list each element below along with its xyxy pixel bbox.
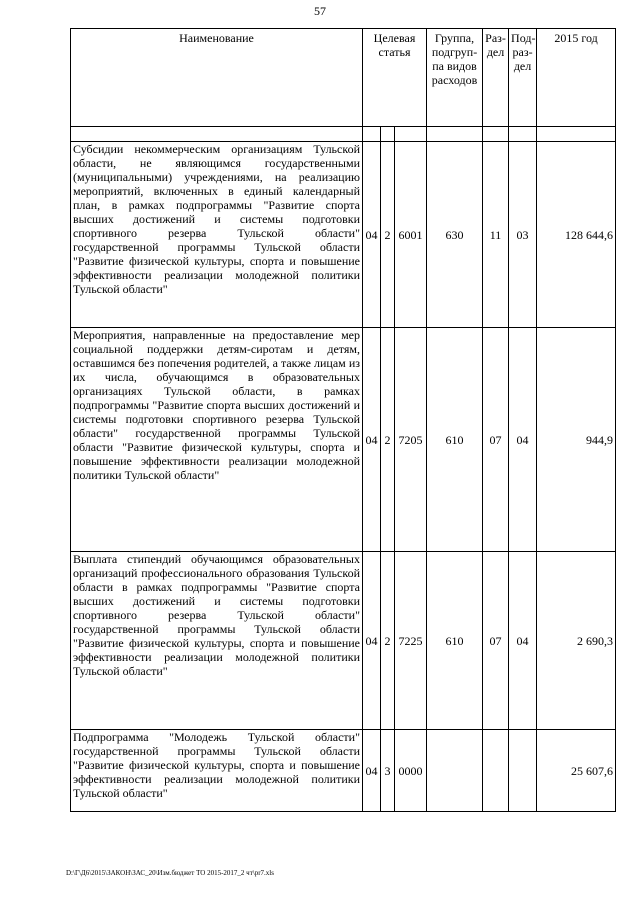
row-name: Мероприятия, направленные на предоставление мер социальной поддержки детям-сиротам и детям, оставшимся без попечения родителей, а также лицам из их числа, обучающимся в образовательных организациях Тульской области, в рамках подпрограммы "Развитие спорта высших достижений и системы подготовки спортивного резерва Тульской области" государственной программы Тульской области "Развитие физической культуры, спорта и повышение эффективности реализации молодежной политики Тульской области"	[71, 328, 363, 552]
row-section: 11	[483, 142, 509, 328]
row-subsection	[509, 730, 537, 812]
header-section: Раз-дел	[483, 29, 509, 127]
row-amount: 128 644,6	[537, 142, 616, 328]
row-subsection: 04	[509, 328, 537, 552]
spacer-row	[71, 127, 616, 142]
row-code-2: 2	[381, 328, 395, 552]
row-amount: 2 690,3	[537, 552, 616, 730]
footer-file-path: D:\Г\Д6\2015\ЗАКОН\ЗАС_20\Изм.бюджет ТО 2015-2017_2 чт\pr7.xls	[66, 869, 274, 877]
row-code-1: 04	[363, 552, 381, 730]
row-subsection: 03	[509, 142, 537, 328]
row-subsection: 04	[509, 552, 537, 730]
row-amount: 25 607,6	[537, 730, 616, 812]
row-name: Субсидии некоммерческим организациям Тульской области, не являющимся государственными (муниципальными) учреждениями, на реализацию мероприятий, включенных в единый календарный план, в рамках подпрограммы "Развитие спорта высших достижений и системы подготовки спортивного резерва Тульской области" государственной программы Тульской области "Развитие физической культуры, спорта и повышение эффективности реализации молодежной политики Тульской области"	[71, 142, 363, 328]
row-section	[483, 730, 509, 812]
row-code-1: 04	[363, 142, 381, 328]
row-amount: 944,9	[537, 328, 616, 552]
row-code-2: 3	[381, 730, 395, 812]
row-code-2: 2	[381, 142, 395, 328]
row-code-2: 2	[381, 552, 395, 730]
row-group: 630	[427, 142, 483, 328]
header-group: Группа, подгруп-па видов расходов	[427, 29, 483, 127]
row-code-3: 7225	[395, 552, 427, 730]
header-name: Наименование	[71, 29, 363, 127]
header-subsection: Под-раз-дел	[509, 29, 537, 127]
row-section: 07	[483, 328, 509, 552]
table-row	[71, 142, 616, 328]
row-name: Выплата стипендий обучающимся образовательных организаций профессионального образования Тульской области в рамках подпрограммы "Развитие спорта высших достижений и системы подготовки спортивного резерва Тульской области" государственной программы Тульской области "Развитие физической культуры, спорта и повышение эффективности реализации молодежной политики Тульской области"	[71, 552, 363, 730]
row-group: 610	[427, 328, 483, 552]
budget-table	[70, 28, 616, 812]
table-header-row	[71, 29, 616, 127]
row-section: 07	[483, 552, 509, 730]
row-code-1: 04	[363, 328, 381, 552]
page-number: 57	[314, 4, 326, 18]
table-row	[71, 552, 616, 730]
row-name: Подпрограмма "Молодежь Тульской области" государственной программы Тульской области "Развитие физической культуры, спорта и повышение эффективности реализации молодежной политики Тульской области"	[71, 730, 363, 812]
header-year: 2015 год	[537, 29, 616, 127]
table-row	[71, 328, 616, 552]
header-target-article: Целевая статья	[363, 29, 427, 127]
row-code-3: 0000	[395, 730, 427, 812]
row-code-1: 04	[363, 730, 381, 812]
row-group: 610	[427, 552, 483, 730]
row-group	[427, 730, 483, 812]
table-row	[71, 730, 616, 812]
row-code-3: 7205	[395, 328, 427, 552]
row-code-3: 6001	[395, 142, 427, 328]
